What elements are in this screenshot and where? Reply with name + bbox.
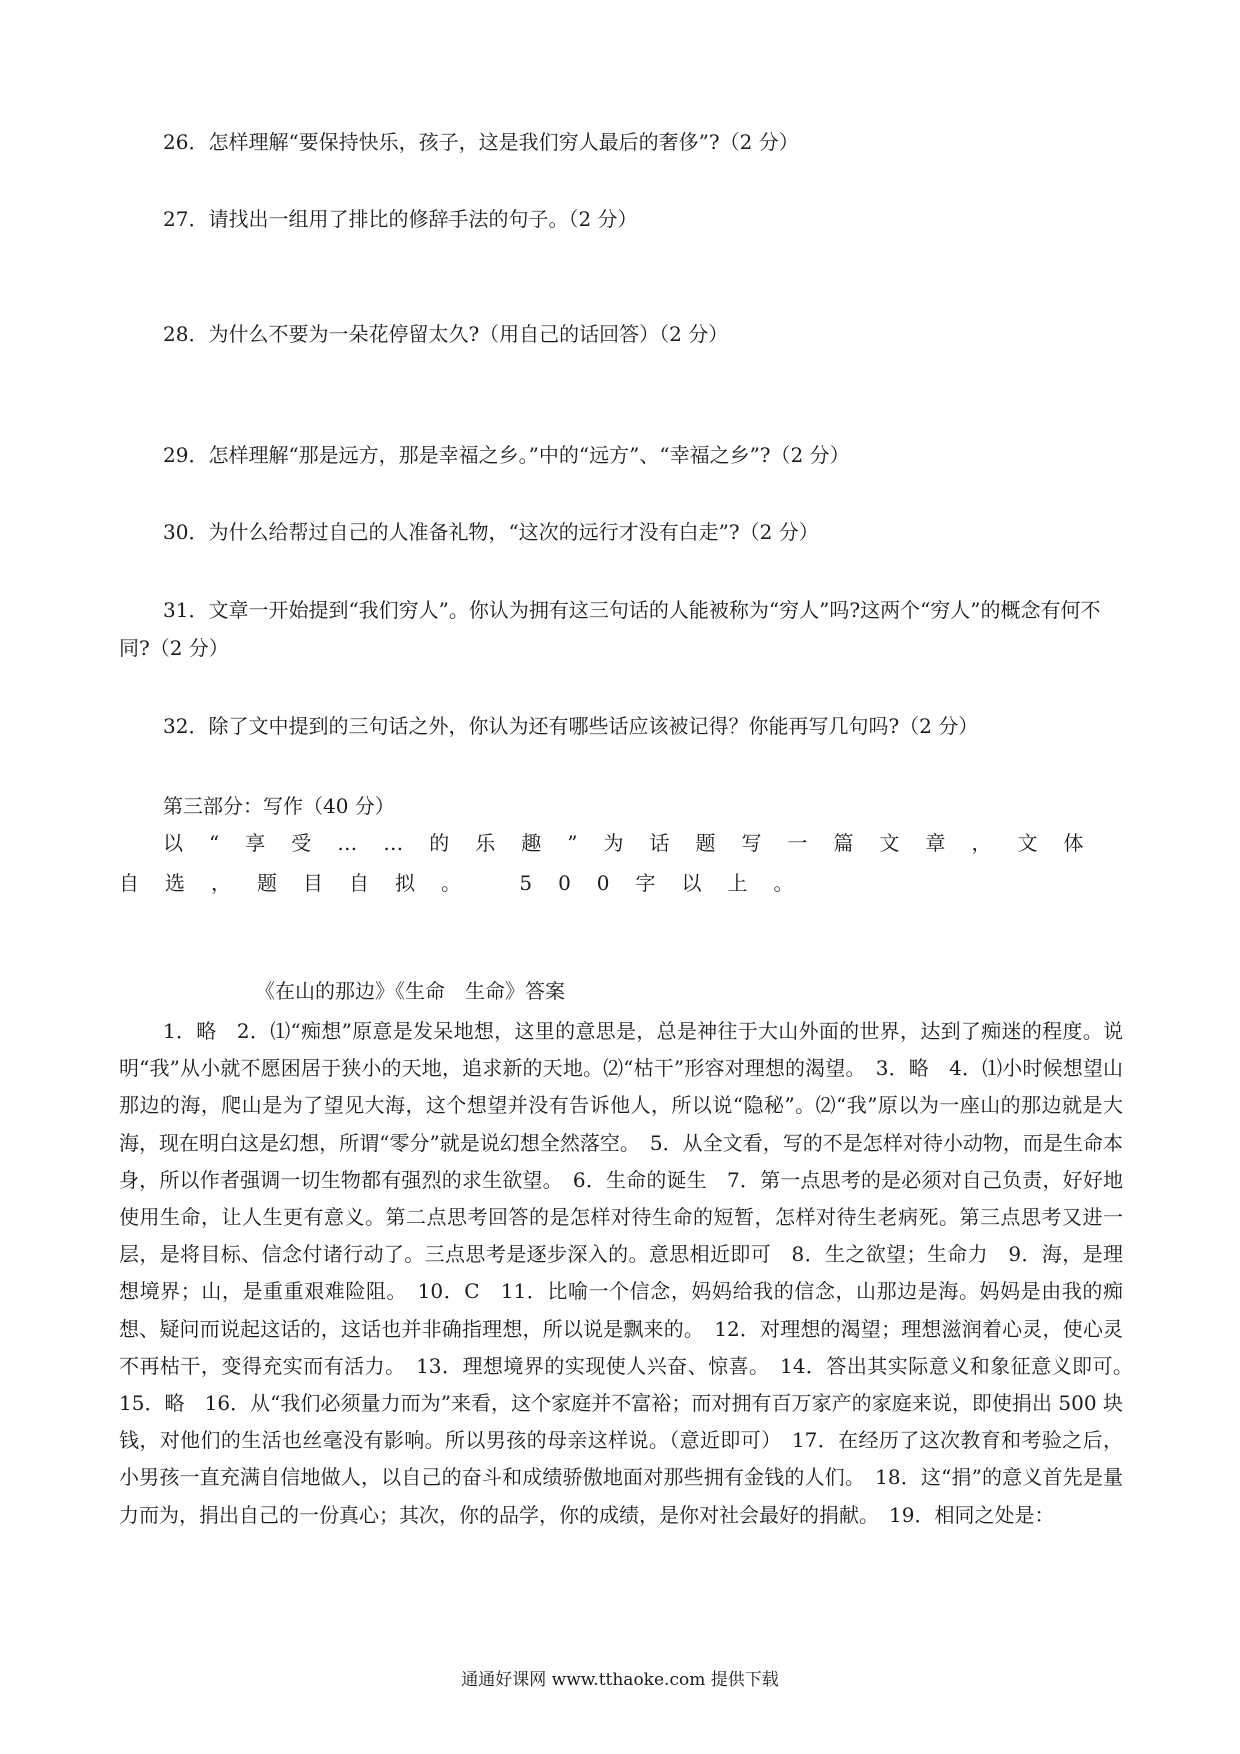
question-26: 26．怎样理解“要保持快乐，孩子，这是我们穷人最后的奢侈”?（2 分）: [163, 130, 799, 154]
question-28: 28．为什么不要为一朵花停留太久?（用自己的话回答）（2 分）: [163, 322, 729, 346]
question-32: 32．除了文中提到的三句话之外，你认为还有哪些话应该被记得？你能再写几句吗?（2 分）: [163, 714, 979, 738]
question-31: 31．文章一开始提到“我们穷人”。你认为拥有这三句话的人能被称为“穷人”吗?这两个“穷人”的概念有何不同?（2 分）: [119, 598, 1101, 660]
page-footer: 通通好课网 www.tthaoke.com 提供下载: [461, 1670, 779, 1690]
question-30: 30．为什么给帮过自己的人准备礼物，“这次的远行才没有白走”?（2 分）: [163, 520, 819, 544]
answers-body: 1．略 2．⑴“痴想”原意是发呆地想，这里的意思是，总是神往于大山外面的世界，达到了痴迷的程度。说明“我”从小就不愿困居于狭小的天地，追求新的天地。⑵“枯干”形容对理想的渴望。 3．略 4．⑴小时候想望山那边的海，爬山是为了望见大海，这个想望并没有告诉他人，所以说“隐秘”。⑵“我”原以为一座山的那边就是大海，现在明白这是幻想，所谓“零分”就是说幻想全然落空。 5．从全文看，写的不是怎样对待小动物，而是生命本身，所以作者强调一切生物都有强烈的求生欲望。 6．生命的诞生 7．第一点思考的是必须对自己负责，好好地使用生命，让人生更有意义。第二点思考回答的是怎样对待生命的短暂，怎样对待生老病死。第三点思考又进一层，是将目标、信念付诸行动了。三点思考是逐步深入的。意思相近即可 8．生之欲望；生命力 9．海，是理想境界；山，是重重艰难险阻。 10．C 11．比喻一个信念，妈妈给我的信念，山那边是海。妈妈是由我的痴想、疑问而说起这话的，这话也并非确指理想，所以说是飘来的。 12．对理想的渴望；理想滋润着心灵，使心灵不再枯干，变得充实而有活力。 13．理想境界的实现使人兴奋、惊喜。 14．答出其实际意义和象征意义即可。 15．略 16．从“我们必须量力而为”来看，这个家庭并不富裕；而对拥有百万家产的家庭来说，即使捐出 500 块钱，对他们的生活也丝毫没有影响。所以男孩的母亲这样说。（意近即可） 17．在经历了这次教育和考验之后，小男孩一直充满自信地做人，以自己的奋斗和成绩骄傲地面对那些拥有金钱的人们。 18．这“捐”的意义首先是量力而为，捐出自己的一份真心；其次，你的品学，你的成绩，是你对社会最好的捐献。 19．相同之处是：: [119, 1019, 1143, 1527]
writing-prompt: 以“享受……的乐趣”为话题写一篇文章，文体自选，题目自拟。 500字以上。: [119, 831, 1110, 895]
question-27: 27．请找出一组用了排比的修辞手法的句子。（2 分）: [163, 207, 638, 231]
answers-title: 《在山的那边》《生命 生命》答案: [255, 979, 565, 1003]
writing-heading: 第三部分：写作（40 分）: [163, 794, 395, 818]
question-29: 29．怎样理解“那是远方，那是幸福之乡。”中的“远方”、“幸福之乡”?（2 分）: [163, 443, 850, 467]
